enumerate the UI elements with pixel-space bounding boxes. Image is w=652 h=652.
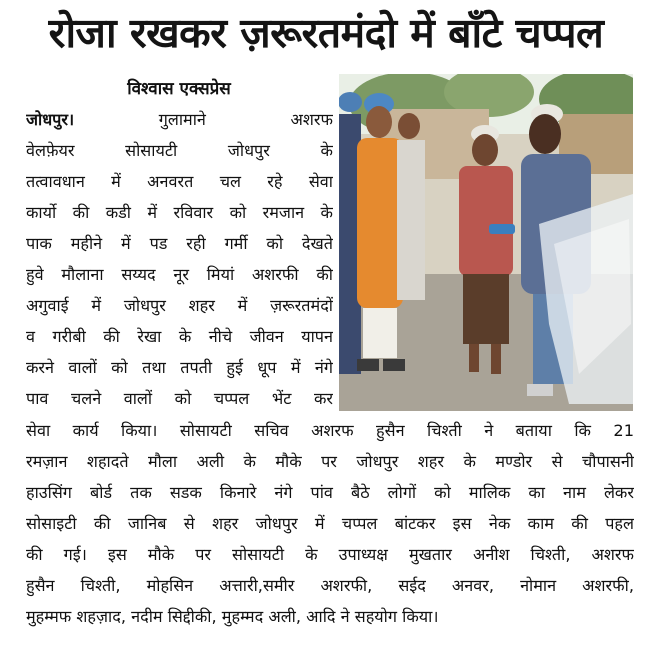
article-line [26,104,333,135]
article-line: अगुवाई में जोधपुर शहर में ज़रूरतमंदों [26,296,333,315]
article-line: की गई। इस मौके पर सोसायटी के उपाध्यक्ष मुखतार अनीश चिश्ती, अशरफ [26,545,634,564]
article-line: वेलफ़ेयर सोसायटी जोधपुर के [26,141,333,160]
article-line: मुहम्मफ शहज़ाद, नदीम सिद्दीकी, मुहम्मद अली, आदि ने सहयोग किया। [26,607,439,626]
news-photo [339,74,633,411]
byline: विश्वास एक्सप्रेस [127,79,231,99]
article-line: हुवे मौलाना सय्यद नूर मियां अशरफी की [26,265,333,284]
article-line: सोसाइटी की जानिब से शहर जोधपुर में चप्पल बांटकर इस नेक काम की पहल [26,514,634,533]
article-line: करने वालों को तथा तपती हुई धूप में नंगे [26,358,333,377]
article-line: पाव चलने वालों को चप्पल भेंट कर [26,389,333,408]
dateline: जोधपुर। [26,110,75,129]
article-line: हुसैन चिश्ती, मोहसिन अत्तारी,समीर अशरफी, सईद अनवर, नोमान अशरफी, [26,576,634,595]
article-line: पाक महीने में पड रही गर्मी को देखते [26,234,333,253]
article-line: हाउसिंग बोर्ड तक सडक किनारे नंगे पांव बैठे लोगों को मालिक का नाम लेकर [26,483,634,502]
article-line: कार्यो की कडी में रविवार को रमजान के [26,203,333,222]
street-scene-illustration [339,74,633,411]
article-line-text: गुलामाने अशरफ [158,110,333,129]
article-continued-text [26,415,634,632]
cut-off-next-line [26,642,634,652]
headline: रोजा रखकर ज़रूरतमंदो में बाँटे चप्पल [48,9,604,57]
article-line: तत्वावधान में अनवरत चल रहे सेवा [26,172,333,191]
article-line: व गरीबी की रेखा के नीचे जीवन यापन [26,327,333,346]
article-column-text [26,104,333,414]
article-line: रमज़ान शहादते मौला अली के मौके पर जोधपुर शहर के मण्डोर से चौपासनी [26,452,634,471]
article-line: सेवा कार्य किया। सोसायटी सचिव अशरफ हुसैन चिश्ती ने बताया कि 21 [26,421,634,440]
